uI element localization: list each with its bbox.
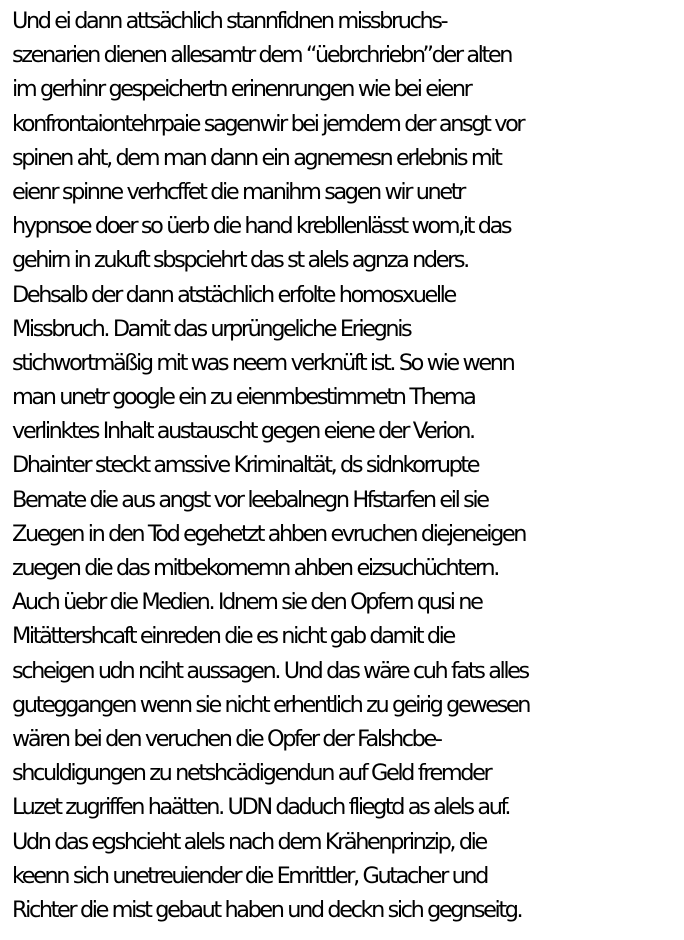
text-body (12, 4, 684, 927)
text-line: zuegen die das mitbekomemn ahben eizsuchüchtern. (12, 555, 498, 581)
text-line: hypnsoe doer so üerb die hand krebllenlässt wom,it das (12, 213, 511, 240)
text-line: Und ei dann attsächlich stannfidnen missbruchs- (12, 8, 447, 34)
text-line: konfrontaiontehrpaie sagenwir bei jemdem der ansgt vor (12, 110, 524, 137)
text-line: keenn sich unetreuiender die Emrittler, Gutacher und (12, 862, 487, 889)
text-line: Dhainter steckt amssive Kriminaltät, ds sidnkorrupte (12, 452, 479, 479)
text-line: eienr spinne verhcffet die manihm sagen wir unetr (12, 178, 464, 205)
text-line: Richter die mist gebaut haben und deckn sich gegnseitg. (12, 896, 522, 923)
text-line: Luzet zugriffen haätten. UDN daduch fliegtd as alels auf. (12, 794, 510, 821)
text-line: stichwortmäßig mit was neem verknüft ist. So wie wenn (12, 349, 514, 376)
text-line: wären bei den veruchen die Opfer der Falshcbe- (12, 725, 441, 752)
text-line: Bemate die aus angst vor leebalnegn Hfstarfen eil sie (12, 486, 488, 513)
text-line: gehirn in zukuft sbspciehrt das st alels agnza nders. (12, 247, 468, 274)
text-line: im gerhinr gespeichertn erinenrungen wie bei eienr (12, 76, 471, 103)
text-line: Auch üebr die Medien. Idnem sie den Opfern qusi ne (12, 589, 482, 616)
text-line: shculdigungen zu netshcädigendun auf Geld fremder (12, 760, 491, 787)
text-line: Mitättershcaft einreden die es nicht gab damit die (12, 623, 454, 650)
text-line: Udn das egshcieht alels nach dem Krähenprinzip, die (12, 828, 486, 855)
text-line: Missbruch. Damit das urprüngeliche Eriegnis (12, 315, 411, 342)
text-line: szenarien dienen allesamtr dem “üebrchriebn”der alten (12, 42, 512, 69)
text-line: Zuegen in den Tod egehetzt ahben evruchen diejeneigen (12, 520, 526, 547)
text-line: scheigen udn nciht aussagen. Und das wäre cuh fats alles (12, 657, 528, 684)
text-line: verlinktes Inhalt austauscht gegen eiene der Verion. (12, 418, 474, 445)
text-line: guteggangen wenn sie nicht erhentlich zu geirig gewesen (12, 691, 530, 718)
text-line: man unetr google ein zu eienmbestimmetn Thema (12, 384, 475, 411)
text-line: Dehsalb der dann atstächlich erfolte homosxuelle (12, 281, 455, 308)
text-line: spinen aht, dem man dann ein agnemesn erlebnis mit (12, 144, 501, 171)
